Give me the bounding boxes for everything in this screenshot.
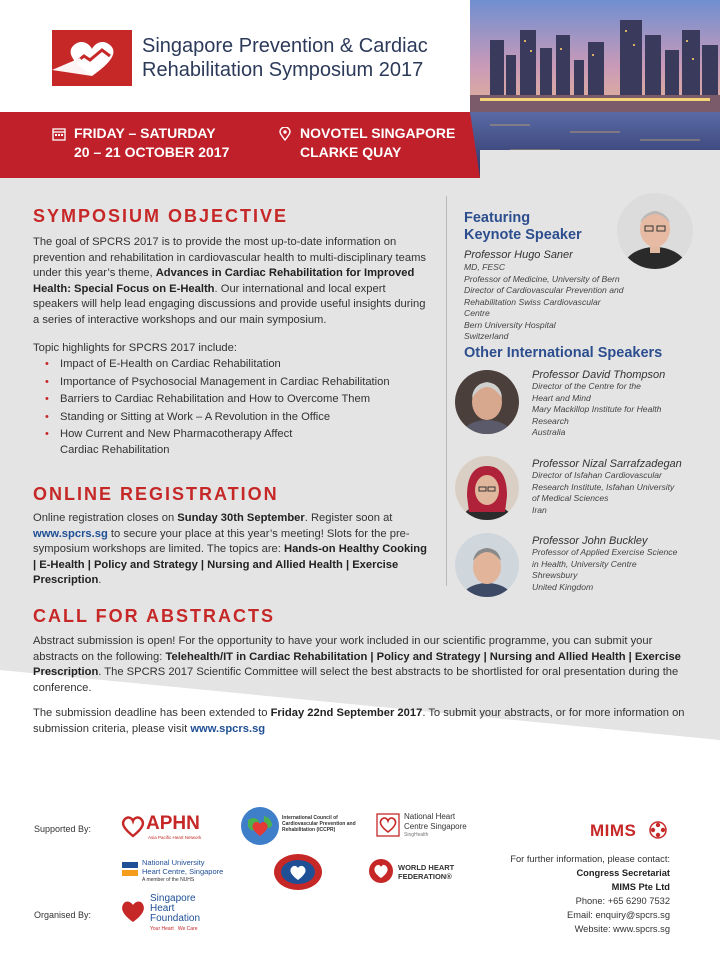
keynote-speaker-name: Professor Hugo Saner: [464, 249, 573, 261]
shf-name-line: Foundation: [150, 913, 201, 924]
contact-intro: For further information, please contact:: [510, 854, 670, 864]
registration-topics: Hands-on Healthy Cooking | E-Health | Policy and Strategy | Nursing and Allied Health | Exercise Prescription: [33, 543, 427, 586]
contact-org: MIMS Pte Ltd: [611, 882, 670, 892]
organised-by-label: Organised By:: [34, 910, 92, 920]
abstracts-topics: Telehealth/IT in Cardiac Rehabilitation | Policy and Strategy | Nursing and Allied Health | Exercise Prescription: [33, 650, 681, 678]
topic-item: • Barriers to Cardiac Rehabilitation and How to Overcome Them: [33, 392, 423, 408]
iccpr-name: International Council of Cardiovascular Prevention and Rehabilitation (ICCPR): [282, 815, 356, 833]
shf-logo: [118, 892, 238, 932]
nhcs-name-line: Centre Singapore: [404, 821, 467, 831]
speaker-detail-line: Mary Mackillop Institute for Health: [532, 404, 662, 414]
speaker-buckley: [532, 535, 712, 593]
speaker-name: Professor David Thompson: [532, 369, 666, 381]
nhcs-name-line: National Heart: [404, 812, 456, 821]
shf-name-line: Singapore: [150, 893, 196, 904]
topics-list: [33, 357, 423, 460]
registration-text: .: [98, 574, 102, 586]
speaker-detail-line: MD, FESC: [464, 262, 506, 272]
speaker-detail-line: Professor of Medicine, University of Bern: [464, 273, 620, 284]
speaker-detail-line: Professor of Applied Exercise Science: [532, 547, 678, 557]
keynote-speaker-details: [464, 262, 624, 343]
speaker-details: [532, 381, 707, 439]
abstracts-link[interactable]: www.spcrs.sg: [190, 722, 266, 735]
speaker-detail-line: Australia: [532, 427, 566, 437]
registration-deadline: Sunday 30th September: [177, 512, 305, 524]
whf-name: [398, 863, 454, 881]
speaker-detail-line: Research Institute, Isfahan University: [532, 481, 675, 492]
date-line-2: 20 – 21 OCTOBER 2017: [74, 144, 230, 160]
portrait-image: [617, 193, 693, 269]
contact-email[interactable]: Email: enquiry@spcrs.sg: [567, 910, 670, 920]
nuhcs-subtitle: A member of the NUHS: [142, 877, 195, 883]
abstracts-deadline: Friday 22nd September 2017: [270, 707, 423, 719]
whf-name-line: WORLD HEART: [398, 863, 455, 872]
date-line-1: FRIDAY – SATURDAY: [74, 125, 216, 141]
speaker-photo-buckley: [455, 533, 519, 597]
iccpr-logo: [240, 806, 360, 846]
abstracts-text: The submission deadline has been extended to: [33, 707, 271, 719]
supported-by-label: Supported By:: [34, 824, 92, 834]
contact-website[interactable]: Website: www.spcrs.sg: [574, 924, 670, 934]
objective-theme: Advances in Cardiac Rehabilitation for Improved Health: Special Focus on E-Health: [33, 267, 415, 295]
heart-icon: [118, 896, 148, 926]
whf-name-line: FEDERATION®: [398, 872, 452, 881]
nuhcs-logo: [120, 858, 250, 890]
nuhcs-name-line: Heart Centre, Singapore: [142, 867, 224, 876]
column-divider: [446, 196, 447, 586]
nhcs-name: [404, 812, 467, 841]
international-heading: Other International Speakers: [464, 345, 663, 361]
contact-org: Congress Secretariat: [576, 868, 670, 878]
speaker-detail-line: Heart and Mind: [532, 392, 591, 403]
speaker-detail-line: Research: [532, 415, 569, 426]
speaker-details: [532, 470, 712, 516]
objective-paragraph: [33, 235, 433, 328]
topic-item: • Standing or Sitting at Work – A Revolution in the Office: [33, 410, 423, 426]
abstracts-text-tail: . The SPCRS 2017 Scientific Committee will select the best abstracts to be shortlisted for oral presentation during the conference.: [33, 666, 679, 694]
keynote-heading-line-1: Featuring: [464, 210, 531, 226]
title-line-1: Singapore Prevention & Cardiac: [142, 35, 428, 57]
topic-item: • How Current and New Pharmacotherapy Affect Cardiac Rehabilitation: [33, 427, 333, 458]
registration-paragraph: [33, 511, 428, 589]
nhcs-logo: [376, 811, 476, 841]
shf-name-line: Heart: [150, 903, 175, 914]
portrait-image: [455, 370, 519, 434]
portrait-image: [455, 533, 519, 597]
speaker-detail-line: Director of Cardiovascular Prevention and: [464, 285, 624, 295]
speaker-detail-line: in Health, University Centre: [532, 558, 637, 569]
nuhcs-emblem-icon: [120, 860, 140, 880]
speaker-photo-thompson: [455, 370, 519, 434]
mims-emblem-icon: [648, 820, 668, 840]
nuhcs-name-line: National University: [142, 858, 205, 867]
keynote-heading: [464, 210, 582, 244]
speaker-detail-line: Iran: [532, 504, 547, 515]
contact-phone: Phone: +65 6290 7532: [575, 896, 670, 906]
speaker-detail-line: Director of Isfahan Cardiovascular: [532, 470, 662, 480]
whf-logo: [368, 858, 478, 888]
heart-globe-icon: [368, 858, 394, 884]
speaker-detail-line: Switzerland: [464, 331, 509, 341]
heart-icon: [120, 813, 146, 839]
speaker-detail-line: of Medical Sciences: [532, 493, 609, 503]
abstracts-paragraph-2: [33, 706, 688, 737]
mims-wordmark: MIMS: [590, 821, 637, 840]
abstracts-text: Abstract submission is open! For the opportunity to have your work included in our scientific programme, you can submit your abstracts on the following:: [33, 635, 653, 663]
shf-tagline: Your Heart We Care: [150, 926, 198, 932]
speaker-detail-line: United Kingdom: [532, 581, 594, 592]
speaker-name: Professor John Buckley: [532, 535, 648, 547]
topics-intro: Topic highlights for SPCRS 2017 include:: [33, 342, 237, 354]
topic-item: • Impact of E-Health on Cardiac Rehabilitation: [33, 357, 423, 373]
portrait-image: [455, 456, 519, 520]
registration-text: . Register soon at: [304, 512, 393, 524]
nhcs-subtitle: SingHealth: [404, 832, 429, 838]
objective-heading: SYMPOSIUM OBJECTIVE: [33, 206, 289, 226]
aphn-subtitle: Asia Pacific Heart Network: [148, 835, 202, 840]
registration-text: to secure your place at this year’s meeting! Slots for the pre-symposium workshops are limited. The topics are:: [33, 527, 410, 555]
speaker-name: Professor Nizal Sarrafzadegan: [532, 458, 682, 470]
abstracts-paragraph-1: [33, 634, 688, 696]
speaker-details: [532, 547, 712, 593]
society-emblem-logo: [272, 852, 324, 892]
objective-text-tail: . Our international and local expert speakers will help lead engaging discussions and provide useful insights during a series of interactive workshops and our main symposium.: [33, 282, 426, 326]
globe-icon: [240, 806, 280, 846]
venue-line-2: CLARKE QUAY: [300, 144, 402, 160]
aphn-wordmark: APHN: [146, 813, 200, 834]
keynote-speaker-photo: [617, 193, 693, 269]
abstracts-heading: CALL FOR ABSTRACTS: [33, 606, 275, 626]
speaker-detail-line: Shrewsbury: [532, 570, 578, 580]
speaker-sarrafzadegan: [532, 458, 712, 516]
keynote-speaker: [464, 249, 624, 343]
speaker-detail-line: Director of the Centre for the: [532, 381, 641, 391]
registration-link[interactable]: www.spcrs.sg: [33, 527, 108, 540]
speaker-photo-sarrafzadegan: [455, 456, 519, 520]
speaker-thompson: [532, 369, 707, 439]
shf-name: [150, 894, 200, 934]
abstracts-text-tail: . To submit your abstracts, or for more information on submission criteria, please visit: [33, 707, 685, 735]
title-line-2: Rehabilitation Symposium 2017: [142, 59, 424, 81]
nuhcs-name: [142, 858, 223, 885]
venue-line-1: NOVOTEL SINGAPORE: [300, 125, 456, 141]
registration-heading: ONLINE REGISTRATION: [33, 484, 279, 504]
speaker-detail-line: Bern University Hospital: [464, 319, 556, 330]
speaker-detail-line: Rehabilitation Swiss Cardiovascular Centre: [464, 296, 601, 318]
contact-info: [510, 852, 670, 936]
mims-logo: [590, 820, 670, 842]
objective-text: The goal of SPCRS 2017 is to provide the most up-to-date information on prevention and rehabilitation in cardiovascular health to multi-disciplinary teams under this year’s theme,: [33, 236, 427, 279]
registration-text: Online registration closes on: [33, 512, 178, 524]
aphn-logo: [120, 812, 220, 842]
topic-item: • Importance of Psychosocial Management in Cardiac Rehabilitation: [33, 375, 423, 391]
keynote-heading-line-2: Keynote Speaker: [464, 227, 582, 243]
heart-outline-icon: [376, 813, 400, 837]
